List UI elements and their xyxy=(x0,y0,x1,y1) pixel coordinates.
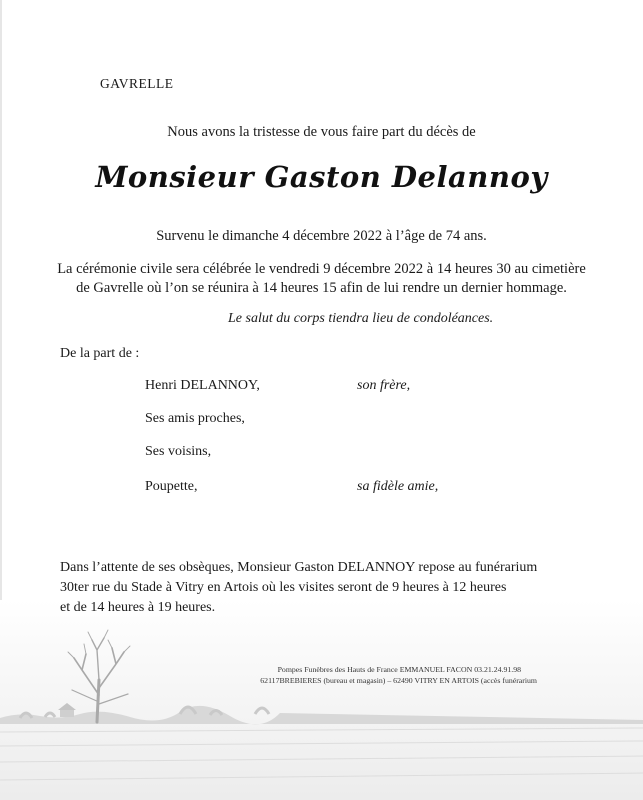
announcement-intro: Nous avons la tristesse de vous faire part du décès de xyxy=(167,124,476,140)
ceremony-details xyxy=(40,260,603,298)
footer-line-1: Pompes Funèbres des Hauts de France EMMANUEL FACON 03.21.24.91.98 xyxy=(277,665,521,674)
deceased-name: Monsieur Gaston Delannoy xyxy=(95,160,548,194)
town-name: GAVRELLE xyxy=(100,76,174,91)
family-member-name: Ses voisins, xyxy=(145,444,212,459)
family-member-relation: sa fidèle amie, xyxy=(357,479,439,494)
funeral-home-notice xyxy=(60,558,580,618)
funeral-notice-line-3: et de 14 heures à 19 heures. xyxy=(60,600,216,615)
funeral-notice-line-1: Dans l’attente de ses obsèques, Monsieur Gaston DELANNOY repose au funérarium xyxy=(60,560,538,575)
family-member-name: Poupette, xyxy=(145,479,198,494)
landscape-illustration xyxy=(0,600,643,800)
family-member-relation: son frère, xyxy=(357,378,411,393)
footer-line-2: 62117BREBIERES (bureau et magasin) – 62490 VITRY EN ARTOIS (accès funérarium xyxy=(260,676,537,685)
family-heading: De la part de : xyxy=(60,346,140,361)
funeral-notice-line-2: 30ter rue du Stade à Vitry en Artois où les visites seront de 9 heures à 12 heures xyxy=(60,580,507,595)
date-of-death: Survenu le dimanche 4 décembre 2022 à l’âge de 74 ans. xyxy=(156,228,487,244)
family-member-name: Henri DELANNOY, xyxy=(145,378,260,393)
condolences-note: Le salut du corps tiendra lieu de condoléances. xyxy=(228,311,494,326)
family-member-name: Ses amis proches, xyxy=(145,411,245,426)
funeral-director-footer xyxy=(0,664,643,686)
ceremony-line-1: La cérémonie civile sera célébrée le vendredi 9 décembre 2022 à 14 heures 30 au cimetière xyxy=(57,261,586,277)
ceremony-line-2: de Gavrelle où l’on se réunira à 14 heures 15 afin de lui rendre un dernier hommage. xyxy=(76,280,567,296)
